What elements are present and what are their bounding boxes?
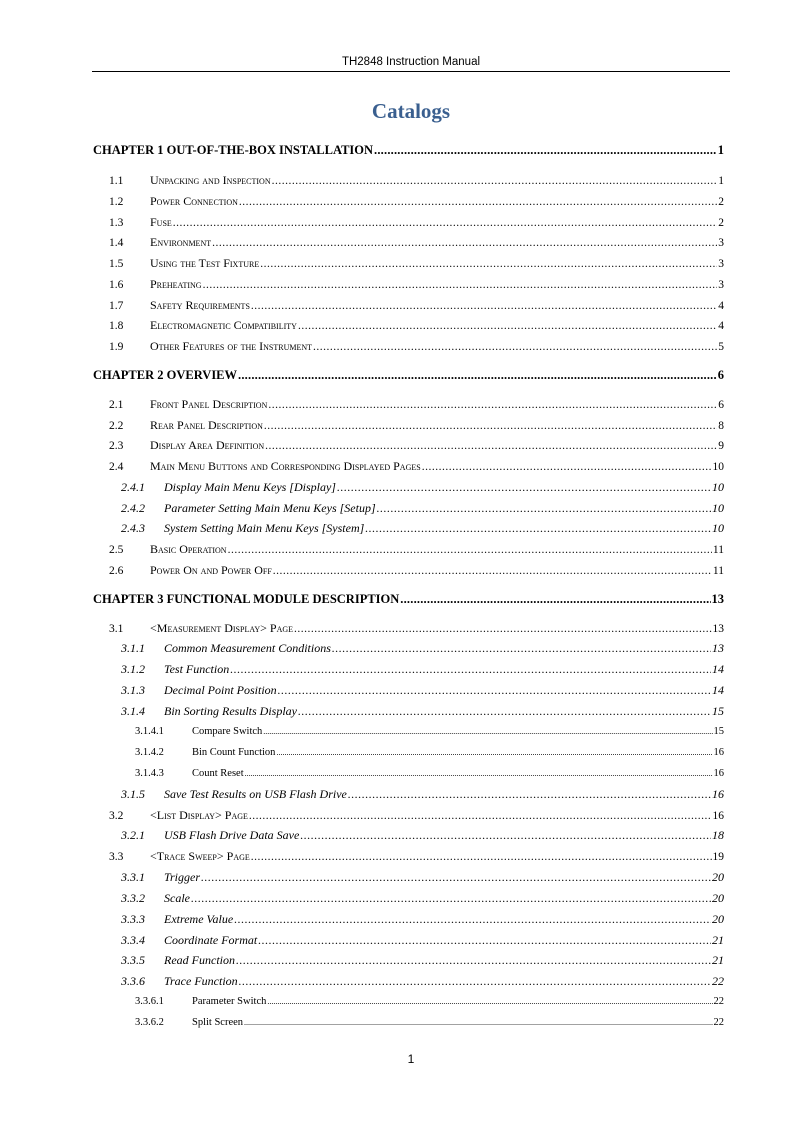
toc-entry-number: 2.4.2 <box>121 501 145 515</box>
toc-entry-page: 16 <box>713 768 724 779</box>
dot-leader <box>298 704 711 718</box>
toc-entry[interactable] <box>93 339 724 355</box>
toc-entry-page: 14 <box>712 683 724 697</box>
toc-entry[interactable] <box>93 974 724 990</box>
toc-entry-label: Common Measurement Conditions <box>164 641 331 655</box>
toc-entry-page: 10 <box>712 521 724 535</box>
toc-entry[interactable] <box>93 256 724 272</box>
toc-entry[interactable] <box>93 683 724 699</box>
dot-leader <box>236 953 711 967</box>
dot-leader <box>268 398 717 412</box>
dot-leader <box>230 662 711 676</box>
toc-entry-page: 11 <box>712 544 724 556</box>
toc-entry-page: 13 <box>712 641 724 655</box>
toc-entry-number: 1.4 <box>109 237 124 249</box>
dot-leader <box>348 787 711 801</box>
toc-entry-page: 3 <box>718 237 724 249</box>
dot-leader <box>249 809 712 823</box>
toc-entry-label: Save Test Results on USB Flash Drive <box>164 787 347 801</box>
toc-entry-page: 1 <box>718 175 724 187</box>
toc-entry-page: 1 <box>717 143 724 157</box>
page-title: Catalogs <box>371 99 451 123</box>
toc-entry-label: Basic Operation <box>150 542 227 556</box>
dot-leader <box>245 767 713 781</box>
toc-entry-number: 2.1 <box>109 399 124 411</box>
toc-entry-number: 3.3.3 <box>121 912 145 926</box>
toc-chapter-entry[interactable] <box>93 592 724 608</box>
toc-entry[interactable] <box>93 438 724 454</box>
toc-entry[interactable] <box>93 641 724 657</box>
dot-leader <box>298 319 717 333</box>
toc-entry-number: 3.1.5 <box>121 787 145 801</box>
toc-entry-page: 16 <box>712 810 724 822</box>
toc-entry[interactable] <box>93 828 724 844</box>
toc-entry[interactable] <box>93 521 724 537</box>
toc-entry-number: 3.3.6 <box>121 974 145 988</box>
dot-leader <box>263 725 712 739</box>
toc-entry[interactable] <box>93 767 724 783</box>
toc-entry-label: Other Features of the Instrument <box>150 339 313 353</box>
toc-entry-label: <Trace Sweep> Page <box>150 849 250 863</box>
toc-entry[interactable] <box>93 870 724 886</box>
toc-entry[interactable] <box>93 501 724 517</box>
toc-entry-label: Front Panel Description <box>150 397 268 411</box>
dot-leader <box>332 641 711 655</box>
toc-entry-label: USB Flash Drive Data Save <box>164 828 300 842</box>
toc-entry-page: 2 <box>718 217 724 229</box>
dot-leader <box>300 828 711 842</box>
toc-entry-label: System Setting Main Menu Keys [System] <box>164 521 365 535</box>
toc-entry-label: Count Reset <box>192 768 244 779</box>
dot-leader <box>258 933 711 947</box>
toc-entry-number: 2.4 <box>109 461 124 473</box>
dot-leader <box>265 439 717 453</box>
toc-entry-number: 3.3.6.2 <box>135 1017 164 1028</box>
toc-chapter-entry[interactable] <box>93 368 724 384</box>
toc-entry-number: 2.4.3 <box>121 521 145 535</box>
dot-leader <box>191 891 711 905</box>
toc-entry-label: Fuse <box>150 215 172 229</box>
toc-entry-number: 3.3.6.1 <box>135 996 164 1007</box>
toc-entry-page: 3 <box>718 258 724 270</box>
toc-entry-page: 13 <box>711 592 724 606</box>
toc-entry-number: 2.3 <box>109 440 124 452</box>
dot-leader <box>251 299 717 313</box>
toc-entry[interactable] <box>93 542 724 558</box>
toc-entry-label: Parameter Setting Main Menu Keys [Setup] <box>164 501 376 515</box>
dot-leader <box>377 501 711 515</box>
toc-entry[interactable] <box>93 194 724 210</box>
toc-entry-label: Scale <box>164 891 190 905</box>
toc-entry-label: Unpacking and Inspection <box>150 173 271 187</box>
toc-entry-page: 10 <box>712 501 724 515</box>
toc-entry-page: 15 <box>713 726 724 737</box>
dot-leader <box>267 995 712 1009</box>
toc-entry-label: Preheating <box>150 277 202 291</box>
toc-entry-page: 20 <box>712 912 724 926</box>
toc-entry[interactable] <box>93 397 724 413</box>
toc-entry-number: 3.1.4.1 <box>135 726 164 737</box>
toc-entry[interactable] <box>93 891 724 907</box>
toc-entry-label: CHAPTER 3 FUNCTIONAL MODULE DESCRIPTION <box>93 592 400 606</box>
toc-entry-label: CHAPTER 1 OUT-OF-THE-BOX INSTALLATION <box>93 143 374 157</box>
dot-leader <box>365 521 711 535</box>
dot-leader <box>278 683 711 697</box>
toc-entry-number: 3.1 <box>109 623 124 635</box>
dot-leader <box>239 974 711 988</box>
dot-leader <box>228 543 712 557</box>
toc-entry-label: Read Function <box>164 953 235 967</box>
dot-leader <box>203 278 718 292</box>
toc-entry[interactable] <box>93 746 724 762</box>
toc-entry-label: Power Connection <box>150 194 238 208</box>
toc-entry-number: 2.4.1 <box>121 480 145 494</box>
toc-entry[interactable] <box>93 235 724 251</box>
toc-entry-label: Safety Requirements <box>150 298 250 312</box>
toc-entry[interactable] <box>93 933 724 949</box>
toc-entry-label: Trigger <box>164 870 201 884</box>
table-of-contents <box>93 0 724 1122</box>
toc-entry-number: 3.3.4 <box>121 933 145 947</box>
toc-entry[interactable] <box>93 277 724 293</box>
toc-entry-page: 22 <box>712 974 724 988</box>
toc-entry-number: 3.1.2 <box>121 662 145 676</box>
dot-leader <box>234 912 711 926</box>
toc-entry-number: 3.1.4.3 <box>135 768 164 779</box>
toc-entry-page: 20 <box>712 891 724 905</box>
toc-entry-number: 1.6 <box>109 279 124 291</box>
dot-leader <box>201 870 711 884</box>
toc-entry-label: Electromagnetic Compatibility <box>150 318 297 332</box>
dot-leader <box>294 622 711 636</box>
toc-entry-number: 3.3.2 <box>121 891 145 905</box>
toc-entry-page: 18 <box>712 828 724 842</box>
toc-entry[interactable] <box>93 953 724 969</box>
toc-entry-label: Display Area Definition <box>150 438 265 452</box>
toc-entry[interactable] <box>93 995 724 1011</box>
toc-entry-page: 6 <box>718 399 724 411</box>
toc-entry-label: Trace Function <box>164 974 238 988</box>
toc-entry-number: 1.1 <box>109 175 124 187</box>
toc-entry[interactable] <box>93 298 724 314</box>
dot-leader <box>273 564 712 578</box>
dot-leader <box>276 746 712 760</box>
dot-leader <box>337 480 711 494</box>
dot-leader <box>173 216 717 230</box>
toc-entry-page: 3 <box>718 279 724 291</box>
toc-entry-page: 14 <box>712 662 724 676</box>
toc-entry-label: CHAPTER 2 OVERVIEW <box>93 368 238 382</box>
toc-entry[interactable] <box>93 704 724 720</box>
toc-entry-label: Bin Sorting Results Display <box>164 704 297 718</box>
dot-leader <box>400 592 710 606</box>
toc-entry-label: Bin Count Function <box>192 747 276 758</box>
dot-leader <box>264 419 717 433</box>
toc-entry-label: Rear Panel Description <box>150 418 263 432</box>
toc-entry-label: Test Function <box>164 662 230 676</box>
toc-entry-page: 9 <box>718 440 724 452</box>
toc-entry[interactable] <box>93 1016 724 1032</box>
toc-entry-label: Decimal Point Position <box>164 683 277 697</box>
toc-entry[interactable] <box>93 418 724 434</box>
toc-entry[interactable] <box>93 787 724 803</box>
toc-entry-label: Display Main Menu Keys [Display] <box>164 480 336 494</box>
toc-entry-label: Using the Test Fixture <box>150 256 260 270</box>
toc-entry-number: 3.1.4.2 <box>135 747 164 758</box>
toc-entry-number: 2.6 <box>109 565 124 577</box>
toc-entry[interactable] <box>93 318 724 334</box>
toc-entry-number: 1.7 <box>109 300 124 312</box>
toc-entry-page: 21 <box>712 953 724 967</box>
dot-leader <box>272 174 718 188</box>
toc-entry[interactable] <box>93 480 724 496</box>
toc-entry-page: 15 <box>712 704 724 718</box>
toc-entry-page: 4 <box>718 300 724 312</box>
toc-entry-page: 11 <box>712 565 724 577</box>
page-number: 1 <box>407 1052 415 1066</box>
toc-entry[interactable] <box>93 912 724 928</box>
toc-entry-number: 3.1.1 <box>121 641 145 655</box>
dot-leader <box>374 143 717 157</box>
toc-entry-label: Extreme Value <box>164 912 234 926</box>
toc-entry[interactable] <box>93 662 724 678</box>
toc-chapter-entry[interactable] <box>93 143 724 159</box>
toc-entry-number: 3.1.3 <box>121 683 145 697</box>
dot-leader <box>244 1016 712 1030</box>
toc-entry-page: 20 <box>712 870 724 884</box>
toc-entry[interactable] <box>93 459 724 475</box>
running-header: TH2848 Instruction Manual <box>341 56 481 68</box>
toc-entry[interactable] <box>93 563 724 579</box>
toc-entry-number: 3.3.1 <box>121 870 145 884</box>
toc-entry-label: Power On and Power Off <box>150 563 272 577</box>
toc-entry-page: 19 <box>712 851 724 863</box>
toc-entry-label: Compare Switch <box>192 726 263 737</box>
toc-entry-number: 3.1.4 <box>121 704 145 718</box>
toc-entry-page: 21 <box>712 933 724 947</box>
toc-entry-number: 3.2.1 <box>121 828 145 842</box>
toc-entry-page: 5 <box>718 341 724 353</box>
toc-entry[interactable] <box>93 725 724 741</box>
dot-leader <box>239 195 717 209</box>
toc-entry-number: 1.3 <box>109 217 124 229</box>
toc-entry-page: 22 <box>713 1017 724 1028</box>
dot-leader <box>251 850 712 864</box>
toc-entry-number: 1.9 <box>109 341 124 353</box>
toc-entry-page: 8 <box>718 420 724 432</box>
toc-entry-label: Main Menu Buttons and Corresponding Displayed Pages <box>150 459 421 473</box>
toc-entry-label: Coordinate Format <box>164 933 258 947</box>
toc-entry-page: 2 <box>718 196 724 208</box>
toc-entry-label: <Measurement Display> Page <box>150 621 294 635</box>
toc-entry-number: 3.3 <box>109 851 124 863</box>
toc-entry-label: Environment <box>150 235 212 249</box>
toc-entry-number: 1.2 <box>109 196 124 208</box>
toc-entry[interactable] <box>93 808 724 824</box>
toc-entry-number: 2.5 <box>109 544 124 556</box>
toc-entry[interactable] <box>93 849 724 865</box>
toc-entry-label: Parameter Switch <box>192 996 267 1007</box>
toc-entry[interactable] <box>93 215 724 231</box>
toc-entry[interactable] <box>93 621 724 637</box>
dot-leader <box>260 257 717 271</box>
toc-entry-page: 16 <box>713 747 724 758</box>
toc-entry-label: Split Screen <box>192 1017 244 1028</box>
toc-entry-page: 4 <box>718 320 724 332</box>
toc-entry-number: 1.5 <box>109 258 124 270</box>
dot-leader <box>238 368 717 382</box>
toc-entry-number: 3.3.5 <box>121 953 145 967</box>
toc-entry-number: 2.2 <box>109 420 124 432</box>
dot-leader <box>212 236 717 250</box>
toc-entry-number: 3.2 <box>109 810 124 822</box>
dot-leader <box>313 340 717 354</box>
toc-entry-page: 13 <box>712 623 724 635</box>
toc-entry-label: <List Display> Page <box>150 808 248 822</box>
toc-entry-page: 6 <box>717 368 724 382</box>
toc-entry[interactable] <box>93 173 724 189</box>
toc-entry-page: 22 <box>713 996 724 1007</box>
toc-entry-page: 10 <box>712 480 724 494</box>
toc-entry-page: 10 <box>712 461 724 473</box>
dot-leader <box>422 460 712 474</box>
toc-entry-page: 16 <box>712 787 724 801</box>
toc-entry-number: 1.8 <box>109 320 124 332</box>
